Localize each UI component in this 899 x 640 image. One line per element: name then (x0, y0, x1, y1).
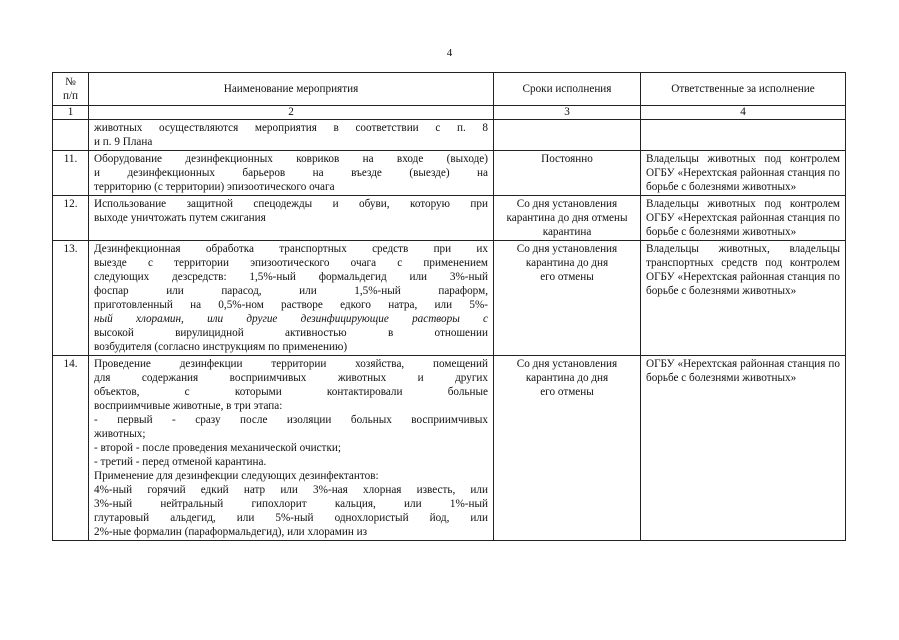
responsible-party-line: ОГБУ «Нерехтская районная станция по (646, 358, 840, 370)
row-number: 14. (53, 356, 89, 541)
responsible-party (641, 120, 846, 151)
measure-name (89, 196, 494, 241)
measure-name-line: высокой вирулицидной активностью в отношении (94, 327, 488, 339)
responsible-party-line: транспортных средств под контролем (646, 257, 840, 269)
measure-name-line: фоспар или парасод, или 1,5%-ный параформ, (94, 285, 488, 297)
execution-term-line: Со дня установления (516, 358, 618, 370)
measure-name (89, 120, 494, 151)
table-row (53, 241, 846, 356)
responsible-party-line: борьбе с болезнями животных» (646, 372, 797, 384)
table-header-row (53, 73, 846, 106)
header-num-line: п/п (62, 90, 79, 102)
measure-name-line: восприимчивые животные, в три этапа: (94, 400, 283, 412)
responsible-party-line: ОГБУ «Нерехтская районная станция по (646, 167, 840, 179)
measure-name-line: выходе уничтожать путем сжигания (94, 212, 266, 224)
responsible-party (641, 151, 846, 196)
responsible-party (641, 196, 846, 241)
table-row (53, 196, 846, 241)
measure-name-line: Применение для дезинфекции следующих дезинфектантов: (94, 470, 379, 482)
responsible-party (641, 356, 846, 541)
measure-name-line: Проведение дезинфекции территории хозяйства, помещений (94, 358, 488, 370)
measure-name-line: территорию (с территории) эпизоотического очага (94, 181, 335, 193)
measure-name-line: приготовленный на 0,5%-ном растворе едкого натра, или 5%- (94, 299, 488, 311)
responsible-party-line: ОГБУ «Нерехтская районная станция по (646, 212, 840, 224)
execution-term (494, 356, 641, 541)
measure-name-line: 2%-ные формалин (параформальдегид), или хлорамин из (94, 526, 368, 538)
execution-term (494, 241, 641, 356)
responsible-party-line: Владельцы животных под контролем (646, 198, 840, 210)
measure-name-line: - третий - перед отменой карантина. (94, 456, 267, 468)
header-num-line: № (65, 76, 76, 88)
measure-name-line: 3%-ный нейтральный гипохлорит кальция, или 1%-ный (94, 498, 488, 510)
measure-name-line: животных; (94, 428, 146, 440)
measure-name-line: выезде с территории эпизоотического очага с применением (94, 257, 488, 269)
execution-term-line: карантина до дня (525, 372, 609, 384)
measure-name (89, 241, 494, 356)
measures-table (52, 72, 846, 541)
column-number-row (53, 106, 846, 120)
row-number: 13. (53, 241, 89, 356)
measure-name-line: глутаровый альдегид, или 5%-ный однохлористый йод, или (94, 512, 488, 524)
table-row (53, 356, 846, 541)
header-num (53, 73, 89, 106)
measure-name-line: возбудителя (согласно инструкциям по применению) (94, 341, 348, 353)
execution-term (494, 196, 641, 241)
column-number: 1 (53, 106, 89, 120)
execution-term-line: Со дня установления (516, 243, 618, 255)
execution-term-line: карантина (542, 226, 592, 238)
header-responsible: Ответственные за исполнение (641, 73, 846, 106)
execution-term-line: Постоянно (541, 153, 593, 165)
responsible-party-line: ОГБУ «Нерехтская районная станция по (646, 271, 840, 283)
execution-term-line: его отмены (540, 271, 594, 283)
measure-name-line: для содержания восприимчивых животных и других (94, 372, 488, 384)
execution-term-line: Со дня установления (516, 198, 618, 210)
measure-name-line: 4%-ный горячий едкий натр или 3%-ная хлорная известь, или (94, 484, 488, 496)
table-row (53, 120, 846, 151)
responsible-party-line: Владельцы животных под контролем (646, 153, 840, 165)
measure-name-line: Использование защитной спецодежды и обуви, которую при (94, 198, 488, 210)
measure-name (89, 151, 494, 196)
measure-name-line: и дезинфекционных барьеров на въезде (выезде) на (94, 167, 488, 179)
header-term: Сроки исполнения (494, 73, 641, 106)
row-number: 11. (53, 151, 89, 196)
execution-term-line: его отмены (540, 386, 594, 398)
execution-term (494, 120, 641, 151)
measure-name-line: и п. 9 Плана (94, 136, 153, 148)
column-number: 4 (641, 106, 846, 120)
header-name: Наименование мероприятия (89, 73, 494, 106)
responsible-party-line: борьбе с болезнями животных» (646, 285, 797, 297)
responsible-party (641, 241, 846, 356)
measure-name-line: - второй - после проведения механической очистки; (94, 442, 341, 454)
table-body (53, 120, 846, 541)
measure-name-line: Дезинфекционная обработка транспортных средств при их (94, 243, 488, 255)
measure-name-line: Оборудование дезинфекционных ковриков на входе (выходе) (94, 153, 488, 165)
responsible-party-line: борьбе с болезнями животных» (646, 226, 797, 238)
column-number: 2 (89, 106, 494, 120)
execution-term-line: карантина до дня отмены (506, 212, 628, 224)
responsible-party-line: борьбе с болезнями животных» (646, 181, 797, 193)
responsible-party-line: Владельцы животных, владельцы (646, 243, 840, 255)
page-number: 4 (446, 47, 453, 59)
measure-name-line: следующих дезсредств: 1,5%-ный формальдегид или 3%-ный (94, 271, 488, 283)
measure-name-line: объектов, с которыми контактировали больные (94, 386, 488, 398)
table-row (53, 151, 846, 196)
row-number (53, 120, 89, 151)
measure-name-line: ный хлорамин, или другие дезинфицирующие растворы с (94, 313, 488, 325)
column-number: 3 (494, 106, 641, 120)
row-number: 12. (53, 196, 89, 241)
measure-name (89, 356, 494, 541)
execution-term-line: карантина до дня (525, 257, 609, 269)
measure-name-line: животных осуществляются мероприятия в соответствии с п. 8 (94, 122, 488, 134)
execution-term (494, 151, 641, 196)
measure-name-line: - первый - сразу после изоляции больных восприимчивых (94, 414, 488, 426)
